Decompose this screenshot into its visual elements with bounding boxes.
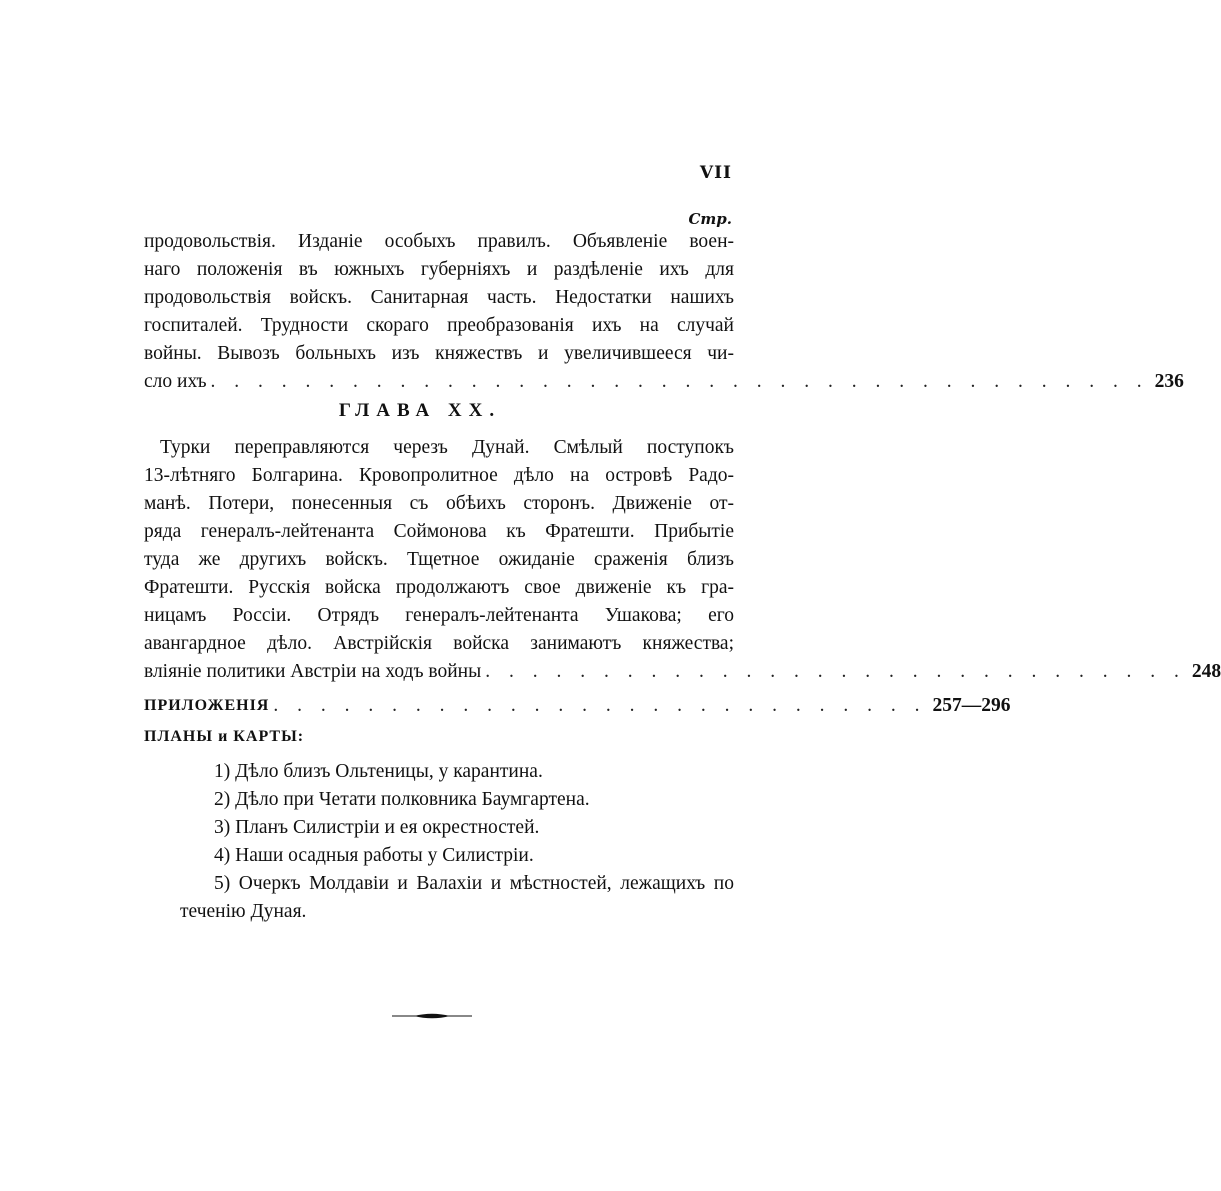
text-line: манѣ. Потери, понесенныя съ обѣихъ сторонъ. Движеніе от- [144, 493, 734, 514]
map-item: 5) Очеркъ Молдавіи и Валахіи и мѣстностей, лежащихъ по [214, 873, 734, 894]
text-line: наго положенія въ южныхъ губерніяхъ и раздѣленіе ихъ для [144, 259, 734, 280]
toc-entry-leader [144, 368, 1184, 396]
text-line: Турки переправляются черезъ Дунай. Смѣлый поступокъ [160, 437, 734, 458]
map-item: 3) Планъ Силистріи и ея окрестностей. [214, 817, 540, 838]
text-line: сло ихъ [144, 371, 207, 392]
map-item: 4) Наши осадныя работы у Силистріи. [214, 845, 534, 866]
text-line: продовольствія. Изданіе особыхъ правилъ. Объявленіе воен- [144, 231, 734, 252]
text-line: 13-лѣтняго Болгарина. Кровопролитное дѣло на островѣ Радо- [144, 465, 734, 486]
map-item-continuation: теченію Дуная. [180, 901, 307, 922]
text-line: вліяніе политики Австріи на ходъ войны [144, 661, 482, 682]
text-line: продовольствія войскъ. Санитарная часть. Недостатки нашихъ [144, 287, 734, 308]
appendix-label: ПРИЛОЖЕНІЯ [144, 697, 270, 714]
text-line: госпиталей. Трудности скораго преобразованія ихъ на случай [144, 315, 734, 336]
page-column-label: Стр. [688, 210, 732, 228]
chapter-title: ГЛАВА XX. [338, 400, 502, 421]
text-line: Фратешти. Русскія войска продолжаютъ свое движеніе къ гра- [144, 577, 734, 598]
map-item: 2) Дѣло при Четати полковника Баумгартена. [214, 789, 590, 810]
text-line: войны. Вывозъ больныхъ изъ княжествъ и увеличившееся чи- [144, 343, 734, 364]
page-reference: 248 [1191, 661, 1221, 682]
dot-leader: . . . . . . . . . . . . . . . . . . . . . . . . . . . . . . . . . . . . . . . . [210, 371, 1149, 392]
ornament-rule [392, 1012, 472, 1020]
text-line: туда же другихъ войскъ. Тщетное ожиданіе сраженія близъ [144, 549, 734, 570]
toc-entry-leader [144, 658, 1221, 686]
text-line: авангардное дѣло. Австрійскія войска занимаютъ княжества; [144, 633, 734, 654]
page-reference: 257—296 [932, 695, 1011, 716]
dot-leader: . . . . . . . . . . . . . . . . . . . . . . . . . . . . . . [485, 661, 1186, 682]
text-line: ряда генералъ-лейтенанта Соймонова къ Фратешти. Прибытіе [144, 521, 734, 542]
dot-leader: . . . . . . . . . . . . . . . . . . . . . . . . . . . . [273, 695, 927, 716]
page-reference: 236 [1154, 371, 1184, 392]
map-item: 1) Дѣло близъ Ольтеницы, у карантина. [214, 761, 543, 782]
text-line: ницамъ Россіи. Отрядъ генералъ-лейтенанта Ушакова; его [144, 605, 734, 626]
page-number: VII [699, 163, 732, 183]
maps-heading: ПЛАНЫ и КАРТЫ: [144, 728, 305, 745]
toc-entry-appendix [144, 692, 1011, 720]
